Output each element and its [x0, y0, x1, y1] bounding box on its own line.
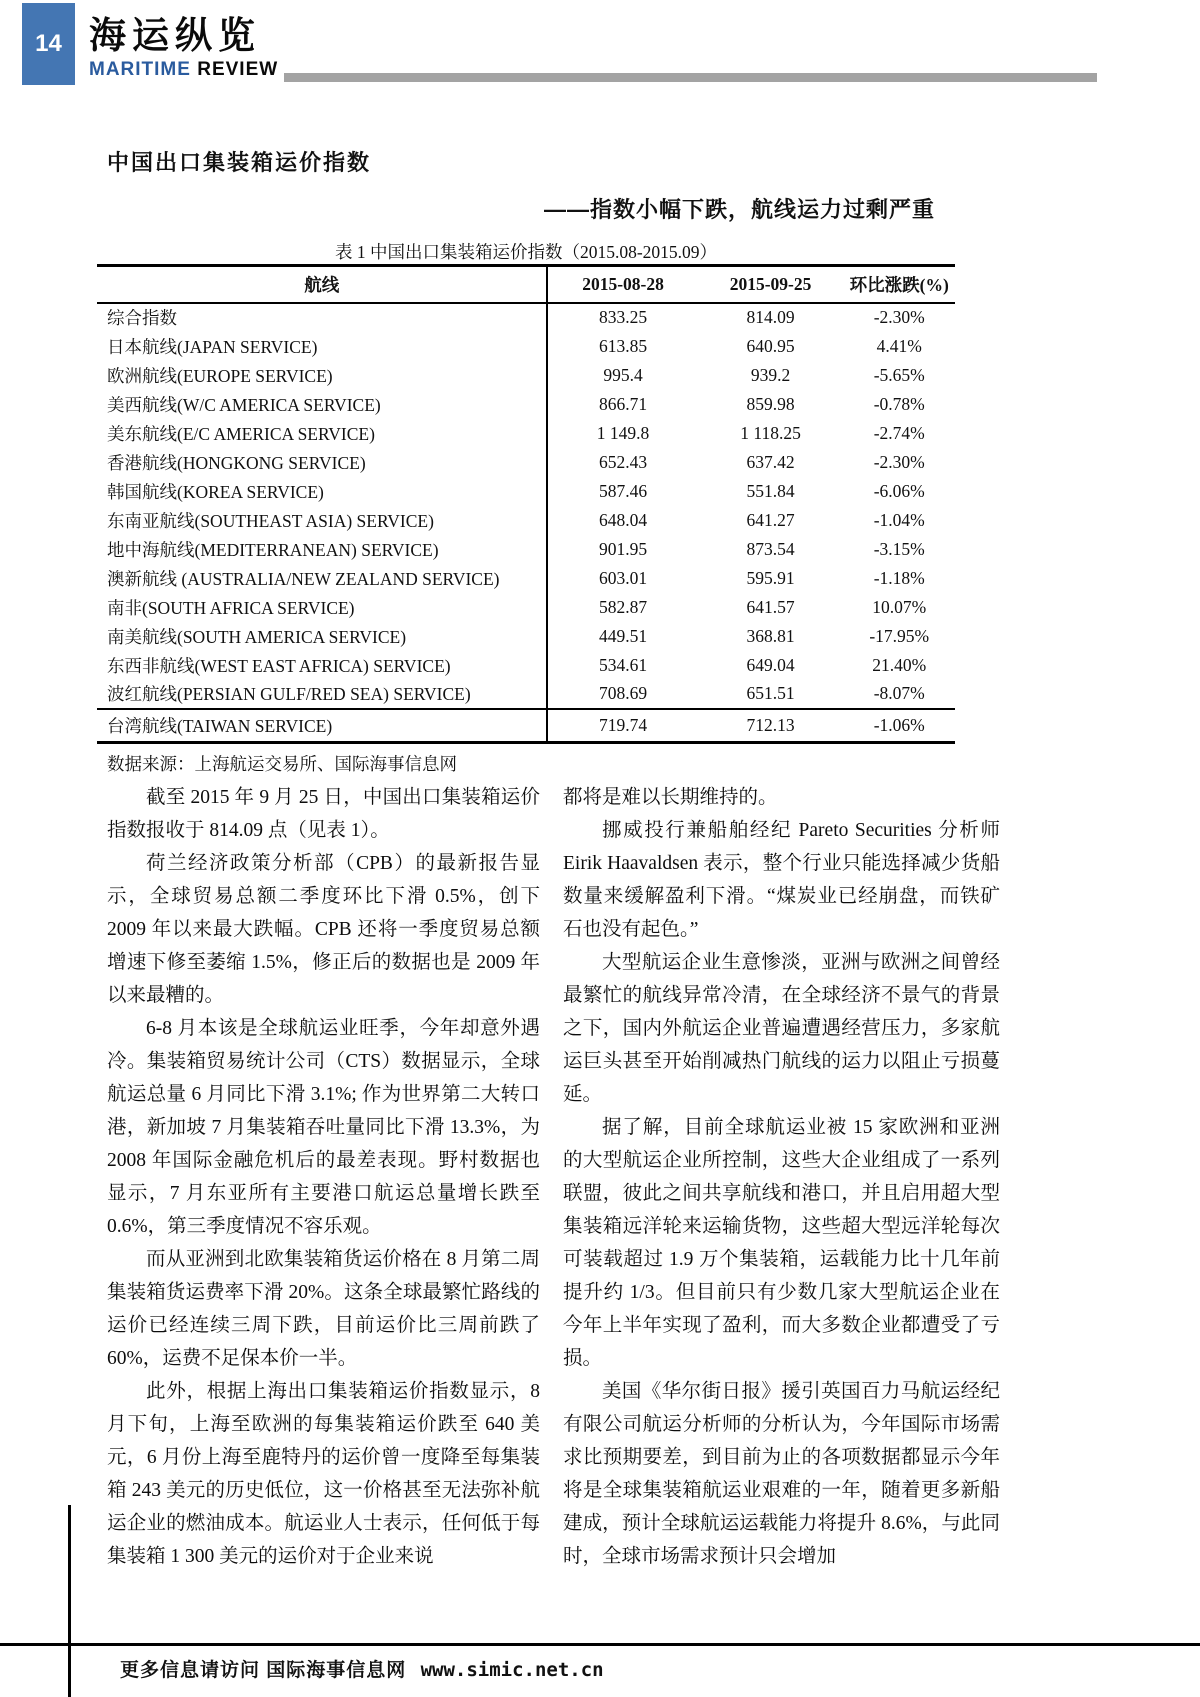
value-cell: 641.57: [746, 596, 795, 617]
right-column: [563, 781, 1000, 1573]
value-cell: 595.91: [746, 567, 795, 588]
masthead-review: REVIEW: [197, 58, 279, 80]
value-cell: -3.15%: [873, 538, 925, 559]
value-cell: 939.2: [750, 364, 791, 385]
value-cell: 651.51: [746, 683, 795, 703]
article-body: [107, 781, 1000, 1573]
value-cell: 368.81: [746, 625, 795, 646]
value-cell: 613.85: [598, 335, 648, 356]
header-row: [97, 266, 955, 303]
page-number: 14: [35, 30, 62, 57]
route-name-cell: 地中海航线(MEDITERRANEAN) SERVICE): [97, 535, 547, 564]
footer-note: 更多信息请访问 国际海事信息网: [120, 1660, 407, 1681]
value-cell: 582.87: [598, 596, 648, 617]
value-cell: 637.42: [746, 451, 795, 472]
value-cell: 603.01: [598, 567, 648, 588]
table-caption: 表 1 中国出口集装箱运价指数（2015.08-2015.09）: [334, 242, 718, 262]
value-cell: 10.07%: [872, 596, 927, 617]
value-cell: 995.4: [603, 364, 643, 385]
table-row: [97, 390, 955, 419]
article-paragraph: 美国《华尔街日报》援引英国百力马航运经纪有限公司航运分析师的分析认为，今年国际市场需求比预期要差，到目前为止的各项数据都显示今年将是全球集装箱航运业艰难的一年，随着更多新船建成，预计全球航运运载能力将提升 8.6%，与此同时，全球市场需求预计只会增加: [563, 1381, 1000, 1567]
value-cell: 859.98: [746, 393, 795, 414]
value-cell: -2.74%: [873, 422, 925, 443]
table-row: [97, 535, 955, 564]
left-margin-rule: [68, 1505, 71, 1697]
table-row: [97, 680, 955, 709]
route-name-cell: 台湾航线(TAIWAN SERVICE): [97, 709, 547, 743]
article-paragraph: 都将是难以长期维持的。: [563, 787, 778, 808]
freight-table-head: [97, 266, 955, 303]
article-paragraph: 此外，根据上海出口集装箱运价指数显示，8 月下旬，上海至欧洲的每集装箱运价跌至 640 美元，6 月份上海至鹿特丹的运价曾一度降至每集装箱 243 美元的历史低位，这一价格甚至无法弥补航运企业的燃油成本。航运业人士表示，任何低于每集装箱 1 300 美元的运价对于企业来说: [107, 1381, 540, 1567]
route-name-cell: 综合指数: [97, 303, 547, 332]
table-row: [97, 622, 955, 651]
table-row: [97, 593, 955, 622]
value-cell: 719.74: [547, 709, 697, 743]
value-cell: -1.18%: [873, 567, 925, 588]
value-cell: 449.51: [598, 625, 648, 646]
table-row: [97, 564, 955, 593]
table-row: [97, 477, 955, 506]
left-column: [107, 781, 540, 1573]
value-cell: -0.78%: [873, 393, 925, 414]
column-header: 2015-08-28: [547, 266, 697, 303]
data-source-note: 数据来源：上海航运交易所、国际海事信息网: [107, 754, 457, 774]
route-name-cell: 波红航线(PERSIAN GULF/RED SEA) SERVICE): [97, 680, 547, 709]
table-row: [97, 303, 955, 332]
freight-index-table: [97, 264, 955, 744]
masthead-title-chinese: 海运纵览: [89, 15, 261, 56]
table-row: [97, 448, 955, 477]
footer-url: www.simic.net.cn: [420, 1659, 604, 1681]
value-cell: 641.27: [746, 509, 795, 530]
value-cell: 587.46: [598, 480, 648, 501]
article-paragraph: 荷兰经济政策分析部（CPB）的最新报告显示，全球贸易总额二季度环比下滑 0.5%，创下 2009 年以来最大跌幅。CPB 还将一季度贸易总额增速下修至萎缩 1.5%，修正后的数据也是 2009 年以来最糟的。: [107, 853, 540, 1006]
column-header: 环比涨跌(%): [843, 266, 955, 303]
value-cell: -17.95%: [869, 625, 930, 646]
table-row: [97, 709, 955, 743]
value-cell: 640.95: [746, 335, 795, 356]
value-cell: 814.09: [746, 307, 795, 327]
route-name-cell: 韩国航线(KOREA SERVICE): [97, 477, 547, 506]
value-cell: 652.43: [598, 451, 648, 472]
route-name-cell: 香港航线(HONGKONG SERVICE): [97, 448, 547, 477]
route-name-cell: 南美航线(SOUTH AMERICA SERVICE): [97, 622, 547, 651]
masthead-title-english: [89, 59, 278, 81]
value-cell: -2.30%: [873, 307, 925, 327]
value-cell: -5.65%: [873, 364, 925, 385]
header-divider-bar: [284, 73, 1097, 82]
table-row: [97, 419, 955, 448]
masthead: [89, 16, 278, 81]
article-paragraph: 截至 2015 年 9 月 25 日，中国出口集装箱运价指数报收于 814.09 点（见表 1）。: [107, 787, 540, 841]
value-cell: -6.06%: [873, 480, 925, 501]
table-row: [97, 506, 955, 535]
article-subtitle: ——指数小幅下跌，航线运力过剩严重: [543, 197, 935, 222]
footer: [120, 1655, 604, 1682]
value-cell: 1 149.8: [596, 422, 650, 443]
route-name-cell: 欧洲航线(EUROPE SERVICE): [97, 361, 547, 390]
page-number-badge: [22, 3, 75, 85]
route-name-cell: 美西航线(W/C AMERICA SERVICE): [97, 390, 547, 419]
value-cell: -1.04%: [873, 509, 925, 530]
value-cell: 712.13: [698, 709, 844, 743]
value-cell: -8.07%: [873, 683, 925, 703]
freight-table-body: [97, 303, 955, 743]
value-cell: 1 118.25: [740, 422, 801, 443]
value-cell: 873.54: [746, 538, 795, 559]
route-name-cell: 澳新航线 (AUSTRALIA/NEW ZEALAND SERVICE): [97, 564, 547, 593]
value-cell: 708.69: [598, 683, 648, 703]
route-name-cell: 日本航线(JAPAN SERVICE): [97, 332, 547, 361]
value-cell: 21.40%: [872, 654, 927, 675]
route-name-cell: 美东航线(E/C AMERICA SERVICE): [97, 419, 547, 448]
article-paragraph: 据了解，目前全球航运业被 15 家欧洲和亚洲的大型航运企业所控制，这些大企业组成了一系列联盟，彼此之间共享航线和港口，并且启用超大型集装箱远洋轮来运输货物，这些超大型远洋轮每次可装载超过 1.9 万个集装箱，运载能力比十几年前提升约 1/3。但目前只有少数几家大型航运企业在今年上半年实现了盈利，而大多数企业都遭受了亏损。: [563, 1117, 1000, 1369]
value-cell: -1.06%: [843, 709, 955, 743]
route-name-cell: 东南亚航线(SOUTHEAST ASIA) SERVICE): [97, 506, 547, 535]
value-cell: 649.04: [746, 654, 795, 675]
column-header: 2015-09-25: [698, 266, 844, 303]
value-cell: 648.04: [598, 509, 648, 530]
table-row: [97, 651, 955, 680]
article-paragraph: 6-8 月本该是全球航运业旺季，今年却意外遇冷。集装箱贸易统计公司（CTS）数据显示，全球航运总量 6 月同比下滑 3.1%; 作为世界第二大转口港，新加坡 7 月集装箱吞吐量同比下滑 13.3%，为 2008 年国际金融危机后的最差表现。野村数据也显示，7 月东亚所有主要港口航运总量增长跌至 0.6%，第三季度情况不容乐观。: [107, 1018, 540, 1237]
column-header: 航线: [97, 266, 547, 303]
footer-divider-rule: [0, 1643, 1200, 1646]
table-row: [97, 361, 955, 390]
value-cell: 833.25: [598, 307, 648, 327]
article-paragraph: 挪威投行兼船舶经纪 Pareto Securities 分析师 Eirik Haavaldsen 表示，整个行业只能选择减少货船数量来缓解盈利下滑。“煤炭业已经崩盘，而铁矿石也没有起色。”: [563, 820, 1000, 940]
value-cell: 901.95: [598, 538, 648, 559]
value-cell: -2.30%: [873, 451, 925, 472]
value-cell: 534.61: [598, 654, 648, 675]
route-name-cell: 东西非航线(WEST EAST AFRICA) SERVICE): [97, 651, 547, 680]
value-cell: 866.71: [598, 393, 648, 414]
value-cell: 551.84: [746, 480, 795, 501]
route-name-cell: 南非(SOUTH AFRICA SERVICE): [97, 593, 547, 622]
value-cell: 4.41%: [876, 335, 922, 356]
table-row: [97, 332, 955, 361]
masthead-maritime: MARITIME: [89, 58, 191, 80]
article-paragraph: 大型航运企业生意惨淡，亚洲与欧洲之间曾经最繁忙的航线异常冷清，在全球经济不景气的背景之下，国内外航运企业普遍遭遇经营压力，多家航运巨头甚至开始削减热门航线的运力以阻止亏损蔓延。: [563, 952, 1000, 1105]
article-title: 中国出口集装箱运价指数: [107, 150, 372, 175]
article-paragraph: 而从亚洲到北欧集装箱货运价格在 8 月第二周集装箱货运费率下滑 20%。这条全球最繁忙路线的运价已经连续三周下跌，目前运价比三周前跌了 60%，运费不足保本价一半。: [107, 1249, 540, 1369]
